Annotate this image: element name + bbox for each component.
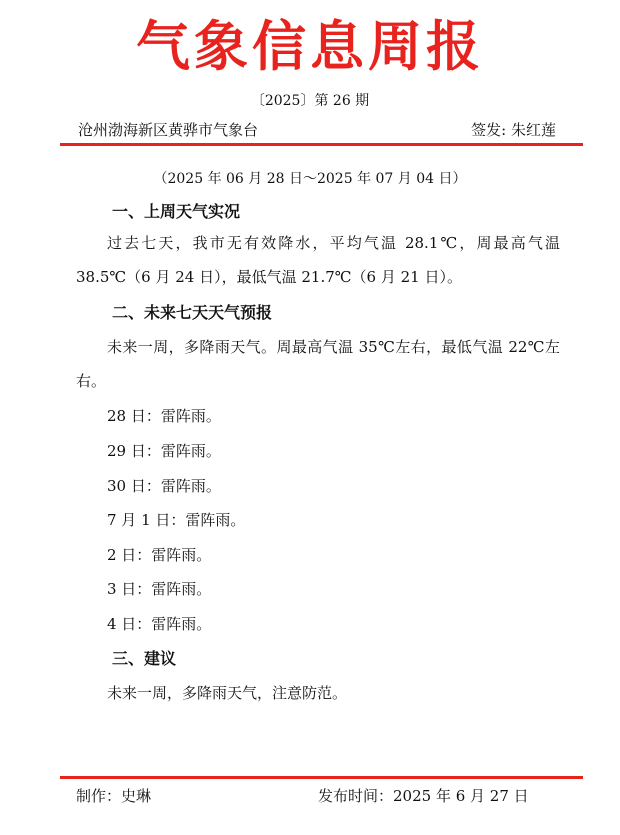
forecast-summary: 未来一周，多降雨天气。周最高气温 35℃左右，最低气温 22℃左右。 xyxy=(76,338,560,390)
section-heading-advice: 三、建议 xyxy=(112,649,177,668)
forecast-day-item: 30 日：雷阵雨。 xyxy=(107,477,221,495)
signer-name: 签发: 朱红莲 xyxy=(471,121,556,139)
report-period: （2025 年 06 月 28 日～2025 年 07 月 04 日） xyxy=(153,171,467,187)
forecast-day-item: 3 日：雷阵雨。 xyxy=(107,580,212,598)
organization-name: 沧州渤海新区黄骅市气象台 xyxy=(78,121,259,139)
masthead-title: 气象信息周报 xyxy=(136,15,484,78)
producer-name: 制作：史琳 xyxy=(76,787,152,805)
release-date: 发布时间：2025 年 6 月 27 日 xyxy=(318,787,529,805)
last-week-summary: 过去七天，我市无有效降水，平均气温 28.1℃，周最高气温 38.5℃（6 月 24 日），最低气温 21.7℃（6 月 21 日）。 xyxy=(76,234,560,286)
forecast-day-item: 2 日：雷阵雨。 xyxy=(107,546,212,564)
forecast-day-item: 28 日：雷阵雨。 xyxy=(107,407,221,425)
section-heading-forecast: 二、未来七天天气预报 xyxy=(112,303,273,322)
advice-text: 未来一周，多降雨天气，注意防范。 xyxy=(107,684,348,702)
section-heading-last-week: 一、上周天气实况 xyxy=(112,202,241,221)
header-divider xyxy=(60,143,583,146)
issue-number: 〔2025〕第 26 期 xyxy=(250,93,370,109)
footer-divider xyxy=(60,776,583,779)
forecast-day-item: 4 日：雷阵雨。 xyxy=(107,615,212,633)
forecast-day-item: 29 日：雷阵雨。 xyxy=(107,442,221,460)
forecast-day-item: 7 月 1 日：雷阵雨。 xyxy=(107,511,246,529)
header-row xyxy=(78,119,556,141)
